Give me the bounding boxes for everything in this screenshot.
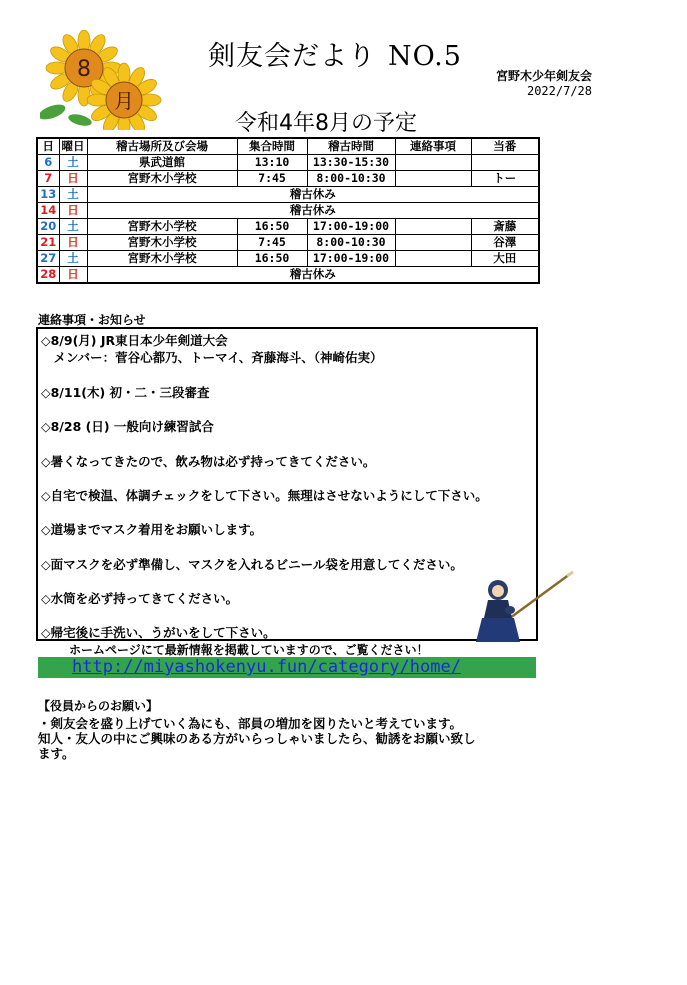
row-practice: 8:00-10:30 bbox=[307, 171, 395, 187]
row-notes bbox=[395, 155, 471, 171]
notice-item: ◇8/28 (日) 一般向け練習試合 bbox=[41, 419, 214, 434]
table-row bbox=[37, 187, 539, 203]
col-duty: 当番 bbox=[471, 138, 539, 155]
row-venue: 宮野木小学校 bbox=[87, 235, 237, 251]
schedule-title: 令和4年8月の予定 bbox=[235, 111, 417, 136]
col-day: 日 bbox=[37, 138, 59, 155]
row-duty: 大田 bbox=[471, 251, 539, 267]
notices-box bbox=[36, 327, 538, 641]
col-practice-time: 稽古時間 bbox=[307, 138, 395, 155]
row-venue: 県武道館 bbox=[87, 155, 237, 171]
notice-item: ◇暑くなってきたので、飲み物は必ず持ってきてください。 bbox=[41, 454, 376, 469]
row-meet: 16:50 bbox=[237, 219, 307, 235]
row-rest-day: 稽古休み bbox=[87, 267, 539, 284]
schedule-table bbox=[36, 137, 540, 284]
row-practice: 8:00-10:30 bbox=[307, 235, 395, 251]
request-line: ます。 bbox=[38, 746, 75, 761]
row-notes bbox=[395, 251, 471, 267]
row-weekday: 日 bbox=[59, 267, 87, 284]
col-notes: 連絡事項 bbox=[395, 138, 471, 155]
row-notes bbox=[395, 219, 471, 235]
notices-label: 連絡事項・お知らせ bbox=[38, 313, 146, 327]
row-meet: 13:10 bbox=[237, 155, 307, 171]
schedule-header-row bbox=[37, 138, 539, 155]
notice-item: ◇8/9(月) JR東日本少年剣道大会 bbox=[41, 333, 228, 348]
table-row bbox=[37, 219, 539, 235]
logo-month-kanji: 月 bbox=[114, 89, 134, 113]
row-day: 13 bbox=[37, 187, 59, 203]
row-practice: 17:00-19:00 bbox=[307, 219, 395, 235]
request-title: 【役員からのお願い】 bbox=[38, 699, 159, 713]
row-day: 27 bbox=[37, 251, 59, 267]
row-meet: 7:45 bbox=[237, 171, 307, 187]
row-notes bbox=[395, 171, 471, 187]
issue-number: NO.5 bbox=[388, 41, 462, 72]
row-weekday: 土 bbox=[59, 187, 87, 203]
club-name: 宮野木少年剣友会 bbox=[495, 69, 592, 83]
row-duty bbox=[471, 155, 539, 171]
notice-item: ◇帰宅後に手洗い、うがいをして下さい。 bbox=[41, 625, 276, 640]
col-venue: 稽古場所及び会場 bbox=[87, 138, 237, 155]
row-day: 20 bbox=[37, 219, 59, 235]
homepage-link[interactable]: http://miyashokenyu.fun/category/home/ bbox=[38, 657, 536, 678]
table-row bbox=[37, 235, 539, 251]
row-notes bbox=[395, 235, 471, 251]
row-duty: 斎藤 bbox=[471, 219, 539, 235]
row-practice: 17:00-19:00 bbox=[307, 251, 395, 267]
logo-month-number: 8 bbox=[77, 57, 91, 82]
row-duty: トー bbox=[471, 171, 539, 187]
row-meet: 16:50 bbox=[237, 251, 307, 267]
row-practice: 13:30-15:30 bbox=[307, 155, 395, 171]
row-day: 28 bbox=[37, 267, 59, 284]
homepage-note: ホームページにて最新情報を掲載していますので、ご覧ください！ bbox=[69, 643, 429, 657]
row-weekday: 土 bbox=[59, 219, 87, 235]
notice-item: ◇水筒を必ず持ってきてください。 bbox=[41, 591, 239, 606]
row-day: 21 bbox=[37, 235, 59, 251]
row-day: 14 bbox=[37, 203, 59, 219]
row-venue: 宮野木小学校 bbox=[87, 171, 237, 187]
row-duty: 谷澤 bbox=[471, 235, 539, 251]
row-rest-day: 稽古休み bbox=[87, 187, 539, 203]
notice-item: メンバー：菅谷心都乃、トーマイ、斉藤海斗、（神崎佑実） bbox=[41, 350, 383, 365]
row-meet: 7:45 bbox=[237, 235, 307, 251]
row-rest-day: 稽古休み bbox=[87, 203, 539, 219]
request-text bbox=[38, 716, 538, 761]
row-weekday: 日 bbox=[59, 235, 87, 251]
row-day: 7 bbox=[37, 171, 59, 187]
row-weekday: 日 bbox=[59, 203, 87, 219]
request-line: 知人・友人の中にご興味のある方がいらっしゃいましたら、勧誘をお願い致し bbox=[38, 731, 476, 746]
notice-item: ◇自宅で検温、体調チェックをして下さい。無理はさせないようにして下さい。 bbox=[41, 488, 488, 503]
issue-date: 2022/7/28 bbox=[526, 84, 592, 98]
row-weekday: 土 bbox=[59, 251, 87, 267]
request-line: ・剣友会を盛り上げていく為にも、部員の増加を図りたいと考えています。 bbox=[38, 716, 463, 731]
table-row bbox=[37, 203, 539, 219]
kendo-player-illustration bbox=[470, 570, 580, 645]
col-weekday: 曜日 bbox=[59, 138, 87, 155]
table-row bbox=[37, 251, 539, 267]
table-row bbox=[37, 171, 539, 187]
table-row bbox=[37, 155, 539, 171]
col-meet-time: 集合時間 bbox=[237, 138, 307, 155]
sunflower-logo bbox=[40, 30, 165, 130]
row-day: 6 bbox=[37, 155, 59, 171]
notice-item: ◇道場までマスク着用をお願いします。 bbox=[41, 522, 263, 537]
notice-item: ◇面マスクを必ず準備し、マスクを入れるビニール袋を用意してください。 bbox=[41, 557, 463, 572]
title-text: 剣友会だより bbox=[208, 41, 376, 72]
notice-item: ◇8/11(木) 初・二・三段審査 bbox=[41, 385, 210, 400]
row-venue: 宮野木小学校 bbox=[87, 251, 237, 267]
table-row bbox=[37, 267, 539, 284]
row-weekday: 土 bbox=[59, 155, 87, 171]
newsletter-title bbox=[208, 34, 462, 73]
row-venue: 宮野木小学校 bbox=[87, 219, 237, 235]
row-weekday: 日 bbox=[59, 171, 87, 187]
